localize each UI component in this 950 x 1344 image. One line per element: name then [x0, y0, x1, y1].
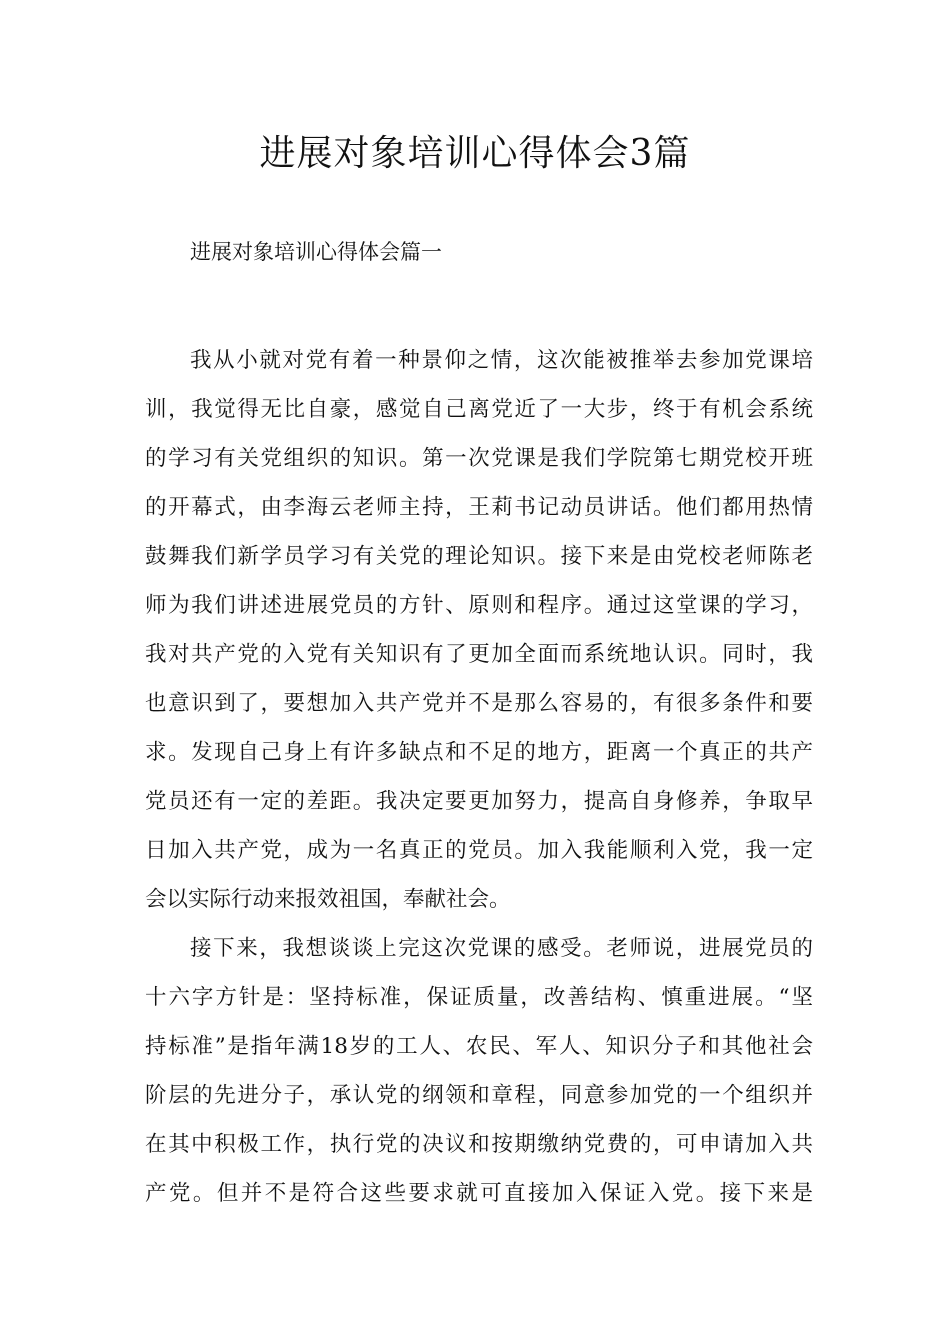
paragraph-2: [145, 924, 813, 1218]
paragraph-line: 阶层的先进分子，承认党的纲领和章程，同意参加党的一个组织并: [145, 1083, 813, 1108]
paragraph-1: [145, 336, 813, 924]
paragraph-line: 我对共产党的入党有关知识有了更加全面而系统地认识。同时，我: [145, 642, 813, 667]
paragraph-line: 持标准”是指年满18岁的工人、农民、军人、知识分子和其他社会: [145, 1034, 813, 1059]
document-title: 进展对象培训心得体会3篇: [259, 133, 691, 174]
paragraph-line: 训，我觉得无比自豪，感觉自己离党近了一大步，终于有机会系统: [145, 397, 813, 422]
paragraph-line: 师为我们讲述进展党员的方针、原则和程序。通过这堂课的学习，: [145, 593, 813, 618]
paragraph-line: 十六字方针是：坚持标准，保证质量，改善结构、慎重进展。“坚: [145, 985, 813, 1010]
paragraph-line: 接下来，我想谈谈上完这次党课的感受。老师说，进展党员的: [190, 936, 813, 961]
paragraph-line: 在其中积极工作，执行党的决议和按期缴纳党费的，可申请加入共: [145, 1132, 813, 1157]
paragraph-line: 鼓舞我们新学员学习有关党的理论知识。接下来是由党校老师陈老: [145, 544, 813, 569]
paragraph-line: 求。发现自己身上有许多缺点和不足的地方，距离一个真正的共产: [145, 740, 813, 765]
paragraph-line: 也意识到了，要想加入共产党并不是那么容易的，有很多条件和要: [145, 691, 813, 716]
paragraph-line: 我从小就对党有着一种景仰之情，这次能被推举去参加党课培: [190, 348, 813, 373]
paragraph-line: 产党。但并不是符合这些要求就可直接加入保证入党。接下来是: [145, 1181, 813, 1206]
paragraph-line: 会以实际行动来报效祖国，奉献社会。: [145, 887, 511, 912]
paragraph-line: 的开幕式，由李海云老师主持，王莉书记动员讲话。他们都用热情: [145, 495, 813, 520]
section-heading: 进展对象培训心得体会篇一: [190, 240, 442, 264]
paragraph-line: 党员还有一定的差距。我决定要更加努力，提高自身修养，争取早: [145, 789, 813, 814]
paragraph-line: 的学习有关党组织的知识。第一次党课是我们学院第七期党校开班: [145, 446, 813, 471]
paragraph-line: 日加入共产党，成为一名真正的党员。加入我能顺利入党，我一定: [145, 838, 813, 863]
